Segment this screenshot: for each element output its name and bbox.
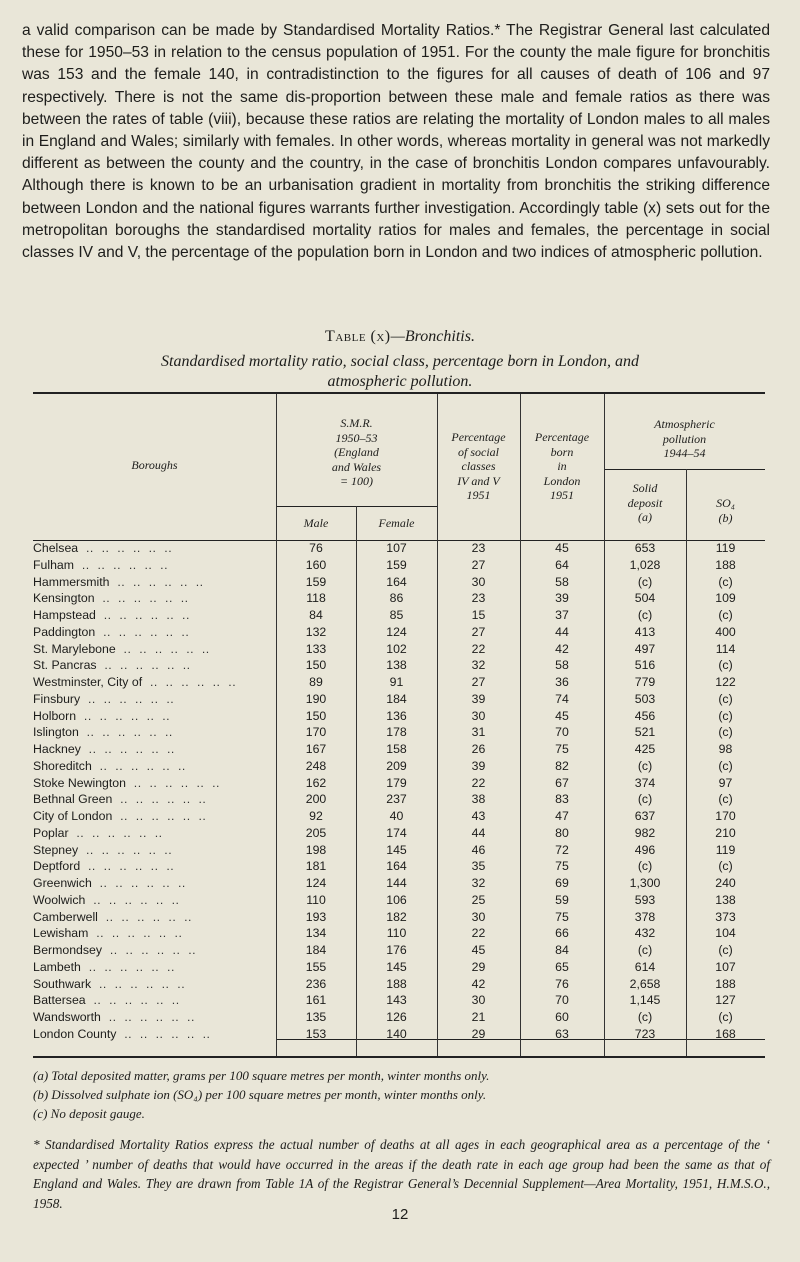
table-row bbox=[33, 791, 765, 808]
cell-male: 76 bbox=[309, 541, 323, 555]
cell-solid: 779 bbox=[634, 675, 656, 689]
borough-name: Deptford .. .. .. .. .. .. bbox=[33, 859, 175, 874]
table-row bbox=[33, 624, 765, 641]
cell-social: 22 bbox=[471, 641, 486, 656]
cell-social: 30 bbox=[471, 909, 486, 924]
cell-born: 69 bbox=[555, 876, 569, 890]
table-row bbox=[33, 976, 765, 993]
cell-solid: 516 bbox=[634, 658, 656, 673]
page-number: 12 bbox=[391, 1206, 409, 1223]
cell-male: 150 bbox=[305, 708, 327, 723]
cell-female: 209 bbox=[386, 758, 407, 773]
cell-solid: (c) bbox=[637, 574, 653, 589]
table-subtitle-line1: Standardised mortality ratio, social class, percentage born in London, and bbox=[161, 353, 639, 370]
cell-female: 184 bbox=[386, 691, 407, 706]
cell-so4: 97 bbox=[718, 775, 733, 790]
borough-name: Wandsworth .. .. .. .. .. .. bbox=[33, 1010, 195, 1024]
cell-social: 39 bbox=[471, 691, 486, 706]
cell-so4: 138 bbox=[715, 892, 736, 907]
cell-social: 30 bbox=[471, 708, 486, 723]
cell-solid: 982 bbox=[634, 825, 656, 840]
cell-social: 31 bbox=[471, 725, 486, 740]
cell-born: 65 bbox=[555, 959, 569, 974]
cell-male: 159 bbox=[305, 574, 327, 589]
cell-born: 67 bbox=[555, 775, 569, 790]
cell-male: 170 bbox=[305, 725, 327, 740]
cell-social: 35 bbox=[471, 859, 486, 874]
cell-female: 126 bbox=[386, 1010, 407, 1024]
cell-so4: 168 bbox=[715, 1026, 736, 1041]
cell-born: 64 bbox=[555, 557, 569, 572]
cell-female: 106 bbox=[386, 892, 407, 907]
borough-name: St. Marylebone .. .. .. .. .. .. bbox=[33, 641, 210, 656]
cell-social: 43 bbox=[471, 809, 486, 823]
borough-name: Bethnal Green .. .. .. .. .. .. bbox=[33, 792, 207, 807]
table-notes bbox=[33, 1066, 773, 1123]
borough-name: Hackney .. .. .. .. .. .. bbox=[33, 742, 175, 756]
cell-so4: (c) bbox=[718, 608, 733, 622]
cell-social: 30 bbox=[471, 993, 486, 1008]
header-social-class: Percentage of social classes IV and V 1951 bbox=[451, 430, 506, 502]
cell-solid: 2,658 bbox=[629, 976, 661, 991]
cell-born: 75 bbox=[555, 742, 569, 756]
cell-so4: 210 bbox=[715, 825, 736, 840]
table-row bbox=[33, 858, 765, 875]
cell-solid: 614 bbox=[634, 959, 656, 974]
cell-male: 134 bbox=[305, 926, 327, 941]
cell-female: 102 bbox=[386, 641, 407, 656]
borough-name: City of London .. .. .. .. .. .. bbox=[33, 809, 207, 823]
cell-social: 23 bbox=[471, 541, 486, 555]
footnote: * Standardised Mortality Ratios express the actual number of deaths at all ages in each geographical area as a percentage of the ‘ expected ’ number of deaths that would have occurred in the areas if the death rate in each age group had been the same as that of England and Wales. They are drawn from Table 1A of the Registrar General’s Decennial Supplement—Area Mortality, 1951, H.M.S.O., 1958. bbox=[33, 1137, 770, 1211]
cell-so4: (c) bbox=[718, 943, 733, 957]
cell-social: 26 bbox=[471, 742, 486, 756]
table-row bbox=[33, 842, 765, 859]
cell-male: 205 bbox=[305, 825, 327, 840]
header-smr: S.M.R. 1950–53 (England and Wales = 100) bbox=[331, 416, 382, 488]
cell-female: 164 bbox=[386, 859, 407, 874]
table-row bbox=[33, 909, 765, 926]
cell-social: 32 bbox=[471, 658, 486, 673]
cell-solid: 637 bbox=[634, 809, 656, 823]
cell-female: 136 bbox=[386, 708, 407, 723]
header-solid-deposit: Solid deposit (a) bbox=[627, 481, 663, 524]
cell-male: 167 bbox=[305, 742, 327, 756]
cell-male: 92 bbox=[309, 809, 323, 823]
cell-male: 162 bbox=[305, 775, 327, 790]
cell-born: 47 bbox=[555, 809, 569, 823]
borough-name: Lambeth .. .. .. .. .. .. bbox=[33, 959, 175, 974]
borough-name: Fulham .. .. .. .. .. .. bbox=[33, 557, 169, 572]
cell-born: 60 bbox=[555, 1010, 569, 1024]
borough-name: Shoreditch .. .. .. .. .. .. bbox=[33, 758, 186, 773]
cell-male: 184 bbox=[305, 943, 327, 957]
borough-name: Holborn .. .. .. .. .. .. bbox=[33, 708, 171, 723]
cell-so4: 188 bbox=[715, 557, 736, 572]
cell-social: 22 bbox=[471, 926, 486, 941]
cell-born: 72 bbox=[555, 842, 569, 857]
cell-born: 75 bbox=[555, 909, 569, 924]
borough-name: Greenwich .. .. .. .. .. .. bbox=[33, 876, 186, 890]
cell-solid: 496 bbox=[634, 842, 656, 857]
cell-social: 22 bbox=[471, 775, 486, 790]
cell-solid: 425 bbox=[634, 742, 656, 756]
cell-male: 155 bbox=[305, 959, 327, 974]
table-row bbox=[33, 775, 765, 792]
cell-born: 75 bbox=[555, 859, 569, 874]
cell-female: 85 bbox=[389, 608, 404, 622]
cell-solid: (c) bbox=[637, 608, 653, 622]
cell-solid: 1,145 bbox=[629, 993, 661, 1008]
cell-social: 30 bbox=[471, 574, 486, 589]
cell-male: 118 bbox=[306, 591, 326, 606]
table-label-suffix: —Bronchitis. bbox=[390, 328, 475, 345]
table-body bbox=[33, 540, 765, 1043]
cell-solid: (c) bbox=[637, 758, 653, 773]
header-born-london: Percentage born in London 1951 bbox=[534, 430, 590, 502]
cell-solid: 1,028 bbox=[629, 557, 661, 572]
borough-name: Battersea .. .. .. .. .. .. bbox=[33, 993, 180, 1008]
cell-so4: 98 bbox=[718, 742, 733, 756]
cell-social: 27 bbox=[471, 675, 486, 689]
table-row bbox=[33, 942, 765, 959]
cell-male: 198 bbox=[305, 842, 327, 857]
borough-name: St. Pancras .. .. .. .. .. .. bbox=[33, 658, 191, 673]
cell-male: 135 bbox=[305, 1010, 327, 1024]
cell-social: 32 bbox=[471, 876, 486, 890]
cell-social: 25 bbox=[471, 892, 486, 907]
cell-male: 89 bbox=[309, 675, 323, 689]
table-row bbox=[33, 992, 765, 1009]
table-row bbox=[33, 607, 765, 624]
cell-male: 124 bbox=[305, 876, 327, 890]
cell-female: 179 bbox=[386, 775, 407, 790]
cell-social: 23 bbox=[471, 591, 486, 606]
cell-so4: 122 bbox=[715, 675, 736, 689]
cell-female: 138 bbox=[386, 658, 407, 673]
cell-solid: 521 bbox=[634, 725, 656, 740]
cell-solid: 504 bbox=[634, 591, 656, 606]
cell-male: 200 bbox=[305, 792, 327, 807]
cell-so4: 104 bbox=[715, 926, 736, 941]
header-pollution: Atmospheric pollution 1944–54 bbox=[654, 417, 715, 460]
cell-female: 178 bbox=[386, 725, 407, 740]
borough-name: Paddington .. .. .. .. .. .. bbox=[33, 624, 190, 639]
table-row bbox=[33, 825, 765, 842]
table-row bbox=[33, 925, 765, 942]
cell-male: 160 bbox=[305, 557, 327, 572]
borough-name: Camberwell .. .. .. .. .. .. bbox=[33, 909, 192, 924]
cell-female: 143 bbox=[386, 993, 407, 1008]
pollution-rule bbox=[604, 469, 765, 470]
cell-born: 45 bbox=[555, 708, 569, 723]
cell-so4: 373 bbox=[715, 909, 736, 924]
cell-social: 44 bbox=[471, 825, 486, 840]
cell-so4: (c) bbox=[718, 859, 733, 874]
header-so4: SO₄ (b) bbox=[716, 496, 735, 525]
cell-male: 236 bbox=[305, 976, 327, 991]
table-title bbox=[0, 328, 800, 346]
table-subtitle bbox=[0, 352, 800, 392]
cell-male: 181 bbox=[305, 859, 327, 874]
cell-social: 21 bbox=[471, 1010, 486, 1024]
cell-so4: 188 bbox=[715, 976, 736, 991]
table-row bbox=[33, 708, 765, 725]
cell-social: 27 bbox=[471, 557, 486, 572]
cell-born: 37 bbox=[555, 608, 569, 622]
cell-so4: (c) bbox=[718, 691, 733, 706]
cell-social: 38 bbox=[471, 792, 486, 807]
cell-female: 124 bbox=[386, 624, 407, 639]
cell-so4: 400 bbox=[715, 624, 736, 639]
cell-male: 133 bbox=[305, 641, 327, 656]
header-female: Female bbox=[378, 516, 415, 530]
cell-so4: 114 bbox=[715, 641, 736, 656]
cell-born: 58 bbox=[555, 658, 569, 673]
cell-solid: 723 bbox=[634, 1026, 656, 1041]
cell-female: 188 bbox=[386, 976, 407, 991]
cell-born: 82 bbox=[555, 758, 569, 773]
table-row bbox=[33, 724, 765, 741]
table-row bbox=[33, 1026, 765, 1043]
cell-female: 144 bbox=[386, 876, 407, 890]
cell-born: 70 bbox=[555, 725, 569, 740]
table-row bbox=[33, 758, 765, 775]
borough-name: Stoke Newington .. .. .. .. .. .. bbox=[33, 775, 220, 790]
cell-born: 39 bbox=[555, 591, 569, 606]
table-row bbox=[33, 741, 765, 758]
cell-male: 161 bbox=[305, 993, 327, 1008]
cell-female: 107 bbox=[386, 541, 407, 555]
cell-female: 164 bbox=[386, 574, 407, 589]
cell-born: 76 bbox=[555, 976, 569, 991]
borough-name: Bermondsey .. .. .. .. .. .. bbox=[33, 943, 197, 957]
cell-born: 84 bbox=[555, 943, 569, 957]
table-row bbox=[33, 959, 765, 976]
cell-born: 44 bbox=[555, 624, 569, 639]
table-row bbox=[33, 1009, 765, 1026]
cell-male: 84 bbox=[309, 608, 323, 622]
table-row bbox=[33, 674, 765, 691]
borough-name: Kensington .. .. .. .. .. .. bbox=[33, 591, 189, 606]
cell-born: 66 bbox=[555, 926, 569, 941]
cell-so4: 107 bbox=[715, 959, 736, 974]
borough-name: Southwark .. .. .. .. .. .. bbox=[33, 976, 186, 991]
note-a: (a) Total deposited matter, grams per 100 square metres per month, winter months only. bbox=[33, 1068, 490, 1083]
table-top-rule bbox=[33, 392, 765, 394]
borough-name: Westminster, City of .. .. .. .. .. .. bbox=[33, 675, 237, 689]
cell-female: 182 bbox=[386, 909, 407, 924]
cell-male: 150 bbox=[305, 658, 327, 673]
cell-so4: 240 bbox=[715, 876, 736, 890]
borough-name: Lewisham .. .. .. .. .. .. bbox=[33, 926, 183, 941]
cell-female: 145 bbox=[386, 842, 407, 857]
cell-solid: (c) bbox=[637, 1010, 653, 1024]
cell-born: 80 bbox=[555, 825, 569, 840]
cell-so4: (c) bbox=[718, 792, 733, 807]
cell-social: 27 bbox=[471, 624, 486, 639]
table-row bbox=[33, 574, 765, 591]
header-boroughs: Boroughs bbox=[131, 458, 178, 472]
cell-born: 45 bbox=[555, 541, 569, 555]
cell-female: 174 bbox=[386, 825, 407, 840]
cell-social: 45 bbox=[471, 943, 486, 957]
cell-female: 91 bbox=[389, 675, 404, 689]
cell-so4: (c) bbox=[718, 574, 733, 589]
cell-solid: 413 bbox=[634, 624, 656, 639]
header-male: Male bbox=[303, 516, 329, 530]
cell-born: 70 bbox=[555, 993, 569, 1008]
cell-solid: (c) bbox=[637, 859, 653, 874]
cell-solid: 497 bbox=[634, 641, 656, 656]
cell-female: 110 bbox=[386, 926, 407, 941]
cell-female: 140 bbox=[386, 1026, 407, 1041]
cell-female: 237 bbox=[386, 792, 407, 807]
cell-female: 40 bbox=[389, 809, 404, 823]
cell-so4: 119 bbox=[715, 842, 736, 857]
cell-born: 63 bbox=[555, 1026, 569, 1041]
cell-male: 153 bbox=[305, 1026, 327, 1041]
table-row bbox=[33, 808, 765, 825]
cell-female: 159 bbox=[386, 557, 407, 572]
cell-solid: (c) bbox=[637, 943, 653, 957]
cell-so4: 109 bbox=[715, 591, 736, 606]
borough-name: Hampstead .. .. .. .. .. .. bbox=[33, 608, 190, 622]
cell-born: 36 bbox=[555, 675, 569, 689]
cell-so4: (c) bbox=[718, 658, 733, 673]
cell-social: 46 bbox=[471, 842, 486, 857]
cell-female: 145 bbox=[386, 959, 407, 974]
cell-solid: 653 bbox=[634, 541, 656, 555]
cell-solid: (c) bbox=[637, 792, 653, 807]
cell-social: 29 bbox=[471, 1026, 486, 1041]
table-row bbox=[33, 892, 765, 909]
borough-name: London County .. .. .. .. .. .. bbox=[33, 1026, 211, 1041]
table-bottom-rule bbox=[33, 1056, 765, 1058]
table-label: Table (x) bbox=[325, 328, 391, 345]
cell-male: 132 bbox=[305, 624, 327, 639]
borough-name: Hammersmith .. .. .. .. .. .. bbox=[33, 574, 204, 589]
cell-so4: 170 bbox=[715, 809, 736, 823]
cell-so4: 119 bbox=[715, 541, 736, 555]
cell-born: 58 bbox=[555, 574, 569, 589]
cell-male: 190 bbox=[305, 691, 327, 706]
table-row bbox=[33, 557, 765, 574]
borough-name: Poplar .. .. .. .. .. .. bbox=[33, 825, 163, 840]
table-row bbox=[33, 691, 765, 708]
table-row bbox=[33, 540, 765, 557]
cell-born: 59 bbox=[555, 892, 569, 907]
cell-so4: (c) bbox=[718, 725, 733, 740]
cell-so4: (c) bbox=[718, 708, 733, 723]
cell-so4: (c) bbox=[718, 1010, 733, 1024]
table-row bbox=[33, 641, 765, 658]
table-subtitle-line2: atmospheric pollution. bbox=[327, 373, 473, 390]
cell-solid: 1,300 bbox=[629, 876, 661, 890]
cell-solid: 432 bbox=[634, 926, 656, 941]
table-row bbox=[33, 875, 765, 892]
cell-solid: 503 bbox=[634, 691, 656, 706]
cell-social: 29 bbox=[471, 959, 486, 974]
borough-name: Finsbury .. .. .. .. .. .. bbox=[33, 691, 175, 706]
cell-born: 42 bbox=[555, 641, 569, 656]
note-b: (b) Dissolved sulphate ion (SO₄) per 100 square metres per month, winter months only. bbox=[33, 1087, 487, 1102]
cell-solid: 593 bbox=[634, 892, 656, 907]
borough-name: Woolwich .. .. .. .. .. .. bbox=[33, 892, 180, 907]
cell-female: 158 bbox=[386, 742, 407, 756]
cell-female: 86 bbox=[389, 591, 404, 606]
borough-name: Islington .. .. .. .. .. .. bbox=[33, 725, 173, 740]
cell-social: 15 bbox=[471, 608, 486, 622]
cell-male: 193 bbox=[305, 909, 327, 924]
cell-born: 74 bbox=[555, 691, 569, 706]
cell-solid: 374 bbox=[634, 775, 656, 790]
cell-male: 110 bbox=[306, 892, 326, 907]
cell-solid: 456 bbox=[634, 708, 656, 723]
table-row bbox=[33, 590, 765, 607]
note-c: (c) No deposit gauge. bbox=[33, 1106, 145, 1121]
borough-name: Stepney .. .. .. .. .. .. bbox=[33, 842, 173, 857]
cell-solid: 378 bbox=[634, 909, 656, 924]
cell-social: 42 bbox=[471, 976, 486, 991]
cell-born: 83 bbox=[555, 792, 569, 807]
cell-male: 248 bbox=[305, 758, 327, 773]
table-row bbox=[33, 657, 765, 674]
cell-social: 39 bbox=[471, 758, 486, 773]
cell-so4: 127 bbox=[715, 993, 736, 1008]
cell-female: 176 bbox=[386, 943, 407, 957]
cell-so4: (c) bbox=[718, 758, 733, 773]
borough-name: Chelsea .. .. .. .. .. .. bbox=[33, 541, 173, 555]
intro-paragraph: a valid comparison can be made by Standardised Mortality Ratios.* The Registrar General last calculated these for 1950–53 in relation to the census population of 1951. For the county the male figure for bronchitis was 153 and the female 140, in contradistinction to the figures for all causes of death of 106 and 97 respectively. There is not the same dis-proportion between these male and female ratios as there was between the rates of table (viii), because these ratios are relating the mortality of London males to all males in England and Wales; similarly with females. In other words, whereas mortality in general was not markedly different as between the county and the country, in the case of bronchitis London compares unfavourably. Although there is known to be an urbanisation gradient in mortality from bronchitis the striking difference between London and the national figures warrants further investigation. Accordingly table (x) sets out for the metropolitan boroughs the standardised mortality ratios for males and females, the percentage in social classes IV and V, the percentage of the population born in London and two indices of atmospheric pollution. bbox=[22, 22, 770, 262]
